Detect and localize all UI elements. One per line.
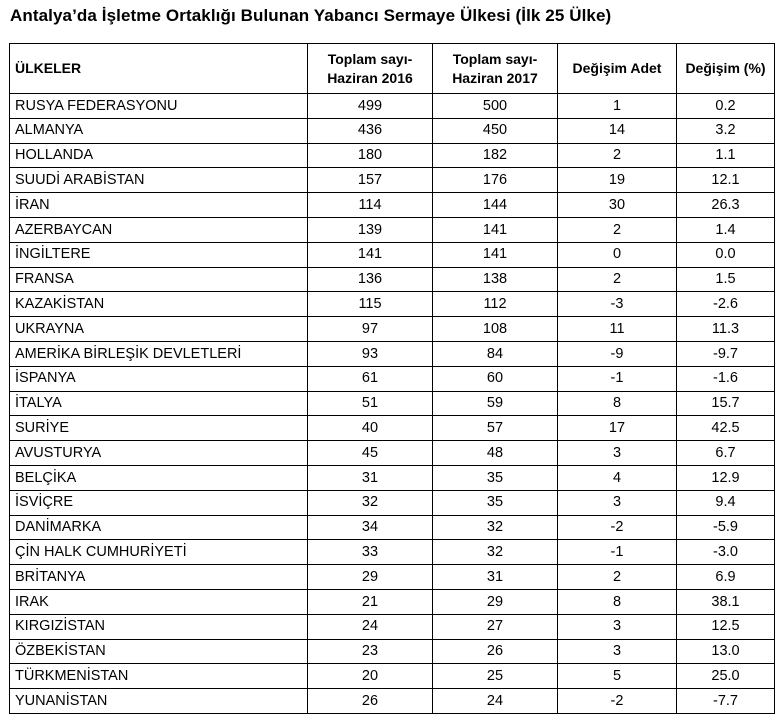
total-2016-cell: 33 <box>308 540 433 565</box>
total-2017-cell: 138 <box>433 267 558 292</box>
total-2017-cell: 25 <box>433 664 558 689</box>
table-row <box>10 118 775 143</box>
change-count-cell: 19 <box>558 168 677 193</box>
change-count-cell: 3 <box>558 441 677 466</box>
country-cell: İSPANYA <box>10 366 308 391</box>
total-2016-cell: 29 <box>308 565 433 590</box>
table-row <box>10 292 775 317</box>
change-count-cell: 3 <box>558 614 677 639</box>
total-2016-cell: 141 <box>308 242 433 267</box>
change-count-cell: 4 <box>558 465 677 490</box>
total-2016-cell: 32 <box>308 490 433 515</box>
total-2016-cell: 115 <box>308 292 433 317</box>
total-2017-cell: 84 <box>433 341 558 366</box>
change-pct-cell: 13.0 <box>677 639 775 664</box>
total-2016-cell: 51 <box>308 391 433 416</box>
total-2017-cell: 500 <box>433 94 558 119</box>
country-cell: ALMANYA <box>10 118 308 143</box>
total-2017-cell: 176 <box>433 168 558 193</box>
total-2017-cell: 27 <box>433 614 558 639</box>
country-cell: AMERİKA BİRLEŞİK DEVLETLERİ <box>10 341 308 366</box>
table-row <box>10 168 775 193</box>
country-cell: SURİYE <box>10 416 308 441</box>
table-row <box>10 341 775 366</box>
table-row <box>10 639 775 664</box>
change-count-cell: -2 <box>558 689 677 714</box>
countries-table <box>9 43 775 714</box>
total-2016-cell: 436 <box>308 118 433 143</box>
change-pct-cell: 15.7 <box>677 391 775 416</box>
total-2016-cell: 34 <box>308 515 433 540</box>
total-2016-cell: 180 <box>308 143 433 168</box>
change-count-cell: -2 <box>558 515 677 540</box>
total-2016-cell: 114 <box>308 193 433 218</box>
change-pct-cell: 6.9 <box>677 565 775 590</box>
total-2017-cell: 35 <box>433 490 558 515</box>
total-2017-cell: 32 <box>433 540 558 565</box>
table-row <box>10 565 775 590</box>
total-2017-cell: 24 <box>433 689 558 714</box>
change-count-cell: 1 <box>558 94 677 119</box>
table-body <box>10 94 775 714</box>
country-cell: ÇİN HALK CUMHURİYETİ <box>10 540 308 565</box>
country-cell: ÖZBEKİSTAN <box>10 639 308 664</box>
country-cell: KAZAKİSTAN <box>10 292 308 317</box>
change-pct-cell: -5.9 <box>677 515 775 540</box>
table-row <box>10 366 775 391</box>
table-row <box>10 416 775 441</box>
total-2017-cell: 141 <box>433 242 558 267</box>
table-row <box>10 689 775 714</box>
change-pct-cell: -7.7 <box>677 689 775 714</box>
change-count-cell: 8 <box>558 589 677 614</box>
change-count-cell: 8 <box>558 391 677 416</box>
total-2016-cell: 136 <box>308 267 433 292</box>
change-count-cell: 2 <box>558 217 677 242</box>
change-count-cell: -3 <box>558 292 677 317</box>
change-pct-cell: 12.9 <box>677 465 775 490</box>
total-2016-cell: 24 <box>308 614 433 639</box>
change-count-cell: 5 <box>558 664 677 689</box>
total-2016-cell: 61 <box>308 366 433 391</box>
country-cell: UKRAYNA <box>10 317 308 342</box>
total-2017-cell: 57 <box>433 416 558 441</box>
table-row <box>10 589 775 614</box>
country-cell: HOLLANDA <box>10 143 308 168</box>
total-2016-cell: 499 <box>308 94 433 119</box>
change-pct-cell: -9.7 <box>677 341 775 366</box>
table-row <box>10 317 775 342</box>
country-cell: TÜRKMENİSTAN <box>10 664 308 689</box>
table-row <box>10 94 775 119</box>
change-pct-cell: 42.5 <box>677 416 775 441</box>
total-2017-cell: 35 <box>433 465 558 490</box>
change-pct-cell: 38.1 <box>677 589 775 614</box>
change-count-cell: -1 <box>558 366 677 391</box>
change-pct-cell: 9.4 <box>677 490 775 515</box>
table-row <box>10 391 775 416</box>
header-row <box>10 44 775 94</box>
change-count-cell: 30 <box>558 193 677 218</box>
change-pct-cell: 12.5 <box>677 614 775 639</box>
country-cell: BELÇİKA <box>10 465 308 490</box>
country-cell: BRİTANYA <box>10 565 308 590</box>
total-2016-cell: 21 <box>308 589 433 614</box>
country-cell: İTALYA <box>10 391 308 416</box>
total-2016-cell: 45 <box>308 441 433 466</box>
change-count-cell: 0 <box>558 242 677 267</box>
total-2017-cell: 32 <box>433 515 558 540</box>
header-total-2017: Toplam sayı-Haziran 2017 <box>433 44 558 94</box>
country-cell: İSVİÇRE <box>10 490 308 515</box>
total-2017-cell: 182 <box>433 143 558 168</box>
table-row <box>10 614 775 639</box>
change-pct-cell: 0.0 <box>677 242 775 267</box>
change-pct-cell: -3.0 <box>677 540 775 565</box>
country-cell: AZERBAYCAN <box>10 217 308 242</box>
change-count-cell: 2 <box>558 267 677 292</box>
total-2016-cell: 26 <box>308 689 433 714</box>
total-2016-cell: 97 <box>308 317 433 342</box>
country-cell: YUNANİSTAN <box>10 689 308 714</box>
table-row <box>10 193 775 218</box>
change-pct-cell: 12.1 <box>677 168 775 193</box>
table-row <box>10 267 775 292</box>
header-change-count: Değişim Adet <box>558 44 677 94</box>
change-pct-cell: 1.5 <box>677 267 775 292</box>
table-row <box>10 217 775 242</box>
total-2017-cell: 60 <box>433 366 558 391</box>
country-cell: İRAN <box>10 193 308 218</box>
change-count-cell: 17 <box>558 416 677 441</box>
country-cell: İNGİLTERE <box>10 242 308 267</box>
change-pct-cell: 25.0 <box>677 664 775 689</box>
change-pct-cell: 0.2 <box>677 94 775 119</box>
total-2017-cell: 26 <box>433 639 558 664</box>
change-pct-cell: -1.6 <box>677 366 775 391</box>
total-2017-cell: 108 <box>433 317 558 342</box>
country-cell: SUUDİ ARABİSTAN <box>10 168 308 193</box>
table-row <box>10 465 775 490</box>
change-count-cell: 3 <box>558 639 677 664</box>
change-pct-cell: 3.2 <box>677 118 775 143</box>
table-row <box>10 490 775 515</box>
total-2016-cell: 157 <box>308 168 433 193</box>
total-2016-cell: 40 <box>308 416 433 441</box>
total-2016-cell: 20 <box>308 664 433 689</box>
total-2017-cell: 144 <box>433 193 558 218</box>
change-count-cell: 2 <box>558 143 677 168</box>
country-cell: KIRGIZİSTAN <box>10 614 308 639</box>
total-2016-cell: 23 <box>308 639 433 664</box>
change-pct-cell: -2.6 <box>677 292 775 317</box>
change-pct-cell: 1.4 <box>677 217 775 242</box>
table-title: Antalya’da İşletme Ortaklığı Bulunan Yabancı Sermaye Ülkesi (İlk 25 Ülke) <box>10 6 612 25</box>
header-change-pct: Değişim (%) <box>677 44 775 94</box>
total-2017-cell: 450 <box>433 118 558 143</box>
total-2017-cell: 141 <box>433 217 558 242</box>
change-count-cell: 11 <box>558 317 677 342</box>
header-country: ÜLKELER <box>10 44 308 94</box>
change-count-cell: -9 <box>558 341 677 366</box>
total-2016-cell: 93 <box>308 341 433 366</box>
table-row <box>10 540 775 565</box>
total-2017-cell: 48 <box>433 441 558 466</box>
table-row <box>10 242 775 267</box>
table-row <box>10 441 775 466</box>
change-count-cell: -1 <box>558 540 677 565</box>
change-count-cell: 3 <box>558 490 677 515</box>
change-pct-cell: 26.3 <box>677 193 775 218</box>
table-row <box>10 515 775 540</box>
table-row <box>10 664 775 689</box>
change-count-cell: 14 <box>558 118 677 143</box>
country-cell: FRANSA <box>10 267 308 292</box>
country-cell: RUSYA FEDERASYONU <box>10 94 308 119</box>
total-2017-cell: 59 <box>433 391 558 416</box>
total-2017-cell: 29 <box>433 589 558 614</box>
header-total-2016: Toplam sayı-Haziran 2016 <box>308 44 433 94</box>
total-2016-cell: 31 <box>308 465 433 490</box>
change-pct-cell: 1.1 <box>677 143 775 168</box>
change-pct-cell: 11.3 <box>677 317 775 342</box>
table-row <box>10 143 775 168</box>
total-2017-cell: 31 <box>433 565 558 590</box>
total-2016-cell: 139 <box>308 217 433 242</box>
change-count-cell: 2 <box>558 565 677 590</box>
country-cell: DANİMARKA <box>10 515 308 540</box>
table-header <box>10 44 775 94</box>
change-pct-cell: 6.7 <box>677 441 775 466</box>
country-cell: IRAK <box>10 589 308 614</box>
country-cell: AVUSTURYA <box>10 441 308 466</box>
total-2017-cell: 112 <box>433 292 558 317</box>
